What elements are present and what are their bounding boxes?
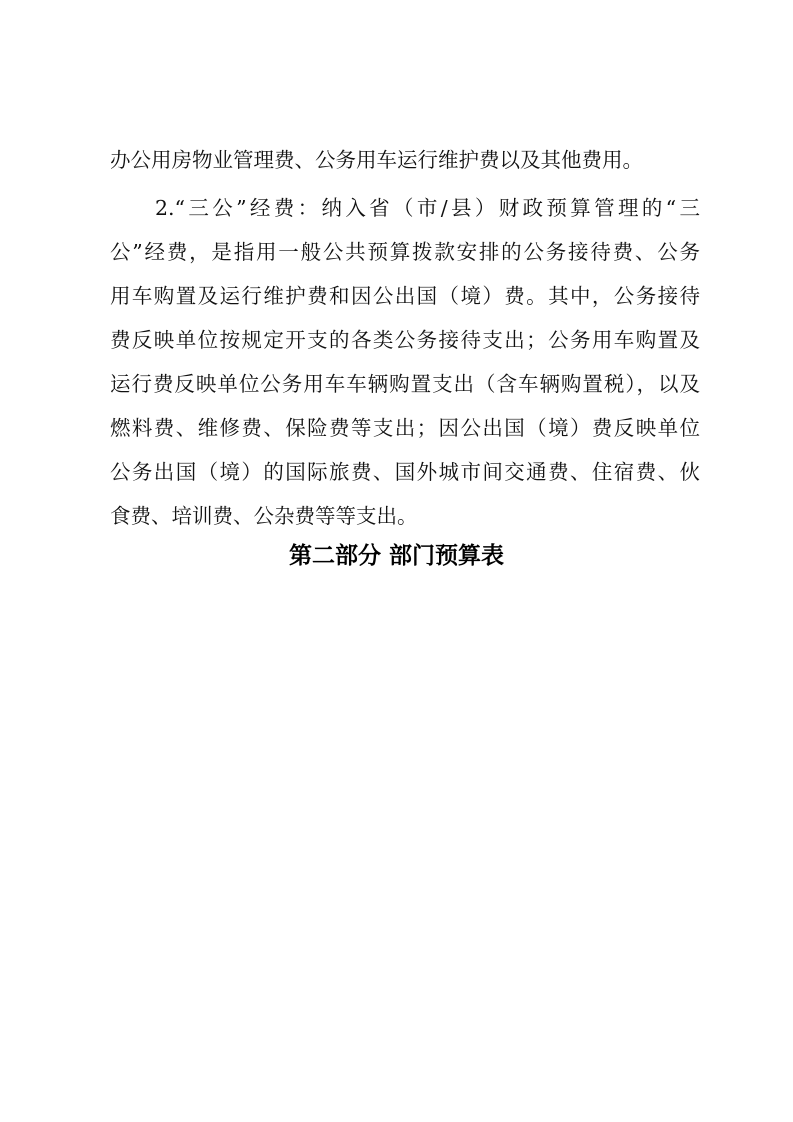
- paragraph-2-line-1: 2.“三公”经费：纳入省（市/县）财政预算管理的“三: [155, 196, 700, 220]
- section-heading: 第二部分 部门预算表: [288, 543, 504, 569]
- paragraph-2-line-3: 用车购置及运行维护费和因公出国（境）费。其中，公务接待: [110, 284, 700, 308]
- paragraph-2-line-7: 公务出国（境）的国际旅费、国外城市间交通费、住宿费、伙: [110, 460, 700, 484]
- paragraph-2-line-4: 费反映单位按规定开支的各类公务接待支出；公务用车购置及: [110, 328, 700, 352]
- paragraph-2-line-6: 燃料费、维修费、保险费等支出；因公出国（境）费反映单位: [110, 416, 700, 440]
- paragraph-2-line-8: 食费、培训费、公杂费等等支出。: [110, 504, 418, 528]
- paragraph-2-line-5: 运行费反映单位公务用车车辆购置支出（含车辆购置税），以及: [110, 372, 700, 396]
- paragraph-1-line-1: 办公用房物业管理费、公务用车运行维护费以及其他费用。: [110, 148, 643, 172]
- paragraph-2-line-2: 公”经费，是指用一般公共预算拨款安排的公务接待费、公务: [110, 240, 700, 264]
